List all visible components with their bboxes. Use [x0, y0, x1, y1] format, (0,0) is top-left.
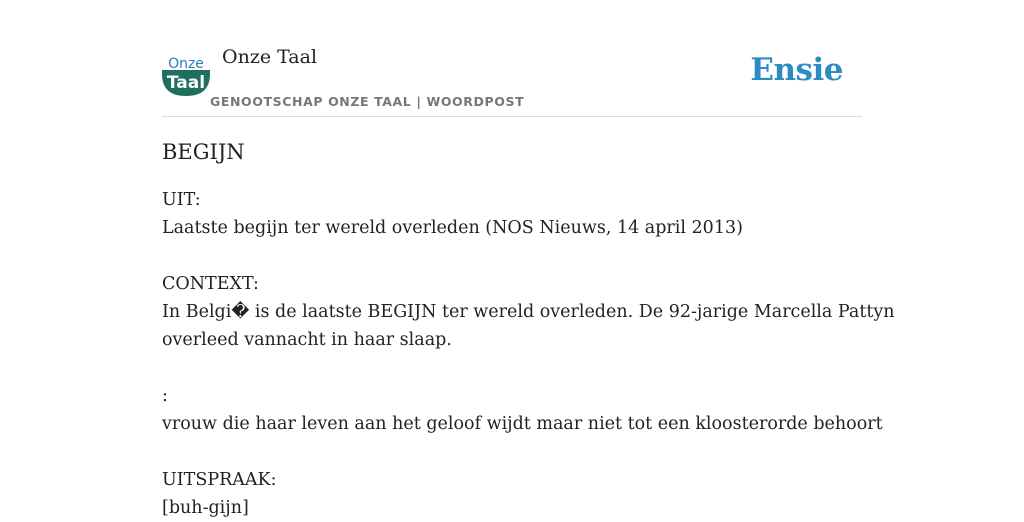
ensie-logo-link[interactable]: Ensie: [750, 52, 843, 88]
entry-title: BEGIJN: [162, 140, 245, 164]
header: [162, 40, 862, 117]
spacer: [162, 438, 864, 466]
definition-label: :: [162, 386, 168, 406]
spacer: [162, 242, 864, 270]
entry-body: [162, 186, 895, 522]
pronunciation-label: UITSPRAAK:: [162, 470, 277, 490]
context-label: CONTEXT:: [162, 274, 259, 294]
brand-name: Onze Taal: [222, 46, 318, 68]
logo-bottom-text: Taal: [166, 73, 206, 93]
brand-subtitle: GENOOTSCHAP ONZE TAAL | WOORDPOST: [210, 94, 525, 109]
entry-content: [162, 140, 895, 522]
uit-label: UIT:: [162, 190, 201, 210]
uit-text: Laatste begijn ter wereld overleden (NOS Nieuws, 14 april 2013): [162, 218, 743, 238]
onze-taal-logo: [162, 54, 210, 96]
logo-top-text: Onze: [168, 56, 204, 72]
context-line-2: overleed vannacht in haar slaap.: [162, 330, 452, 350]
definition-text: vrouw die haar leven aan het geloof wijdt maar niet tot een kloosterorde behoort: [162, 414, 883, 434]
context-line-1: In Belgi� is de laatste BEGIJN ter wereld overleden. De 92-jarige Marcella Pattyn: [162, 302, 895, 322]
pronunciation-text: [buh-gijn]: [162, 498, 249, 518]
spacer: [162, 354, 864, 382]
